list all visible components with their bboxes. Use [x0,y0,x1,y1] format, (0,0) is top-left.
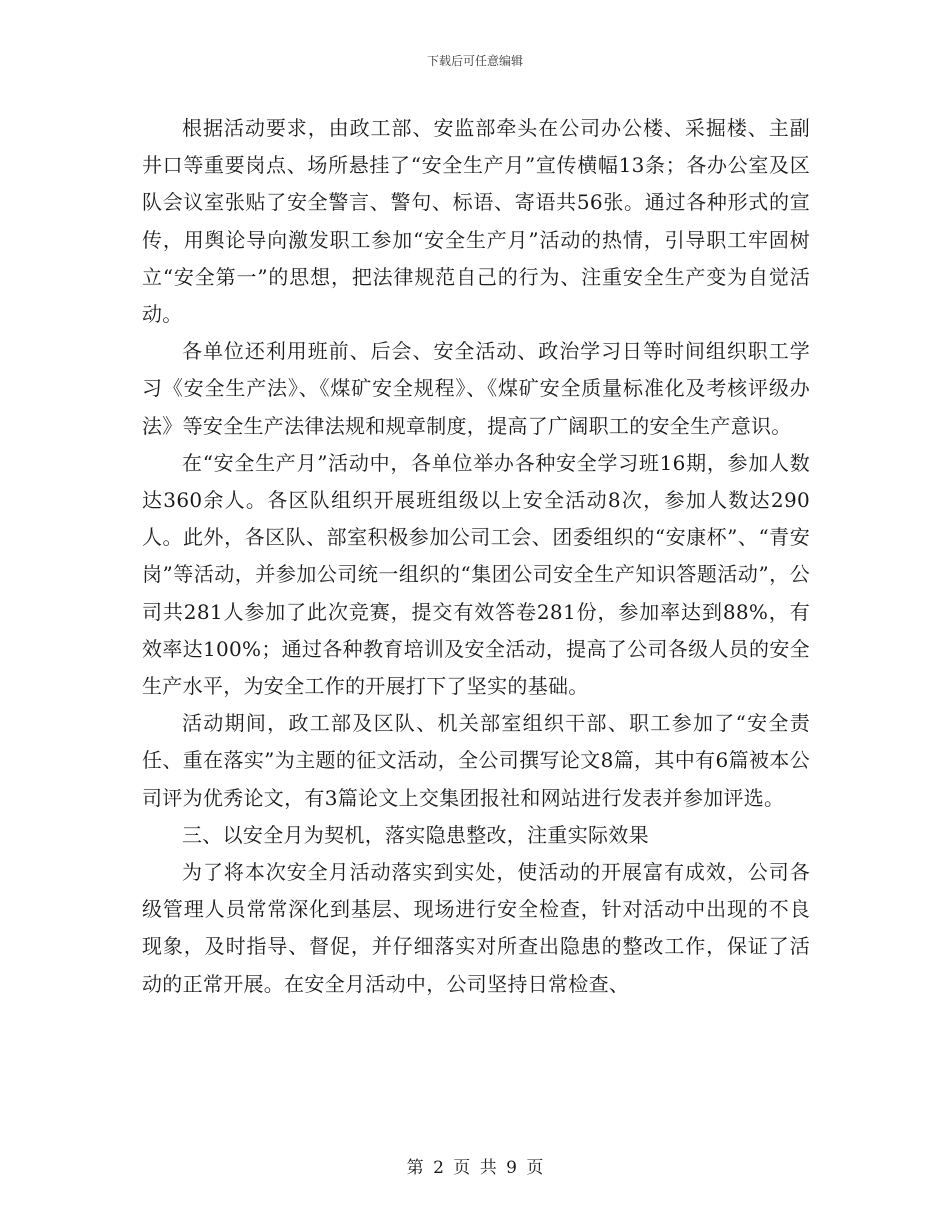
page-header: 下载后可任意编辑 [426,54,523,68]
paragraph-inspection: 为了将本次安全月活动落实到实处，使活动的开展富有成效，公司各级管理人员常常深化到基层、现场进行安全检查，针对活动中出现的不良现象，及时指导、督促，并仔细落实对所查出隐患的整改工作，保证了活动的正常开展。在安全月活动中，公司坚持日常检查、 [142,860,810,996]
paragraph-essay-contest: 活动期间，政工部及区队、机关部室组织干部、职工参加了“安全责任、重在落实”为主题的征文活动，全公司撰写论文8篇，其中有6篇被本公司评为优秀论文，有3篇论文上交集团报社和网站进行发表并参加评选。 [142,711,810,810]
paragraph-study: 各单位还利用班前、后会、安全活动、政治学习日等时间组织职工学习《安全生产法》、《煤矿安全规程》、《煤矿安全质量标准化及考核评级办法》等安全生产法律法规和规章制度，提高了广阔职工的安全生产意识。 [142,339,810,438]
page-footer: 第 2 页 共 9 页 [406,1158,544,1178]
paragraph-training: 在“安全生产月”活动中，各单位举办各种安全学习班16期，参加人数达360余人。各区队组织开展班组级以上安全活动8次，参加人数达290人。此外，各区队、部室积极参加公司工会、团委组织的“安康杯”、“青安岗”等活动，并参加公司统一组织的“集团公司安全生产知识答题活动”，公司共281人参加了此次竞赛，提交有效答卷281份，参加率达到88%，有效率达100%；通过各种教育培训及安全活动，提高了公司各级人员的安全生产水平，为安全工作的开展打下了坚实的基础。 [142,450,810,699]
section-heading: 三、以安全月为契机，落实隐患整改，注重实际效果 [182,822,649,847]
document-body [142,110,810,1003]
paragraph-publicity: 根据活动要求，由政工部、安监部牵头在公司办公楼、采掘楼、主副井口等重要岗点、场所悬挂了“安全生产月”宣传横幅13条；各办公室及区队会议室张贴了安全警言、警句、标语、寄语共56张。通过各种形式的宣传，用舆论导向激发职工参加“安全生产月”活动的热情，引导职工牢固树立“安全第一”的思想，把法律规范自己的行为、注重安全生产变为自觉活动。 [142,116,810,327]
